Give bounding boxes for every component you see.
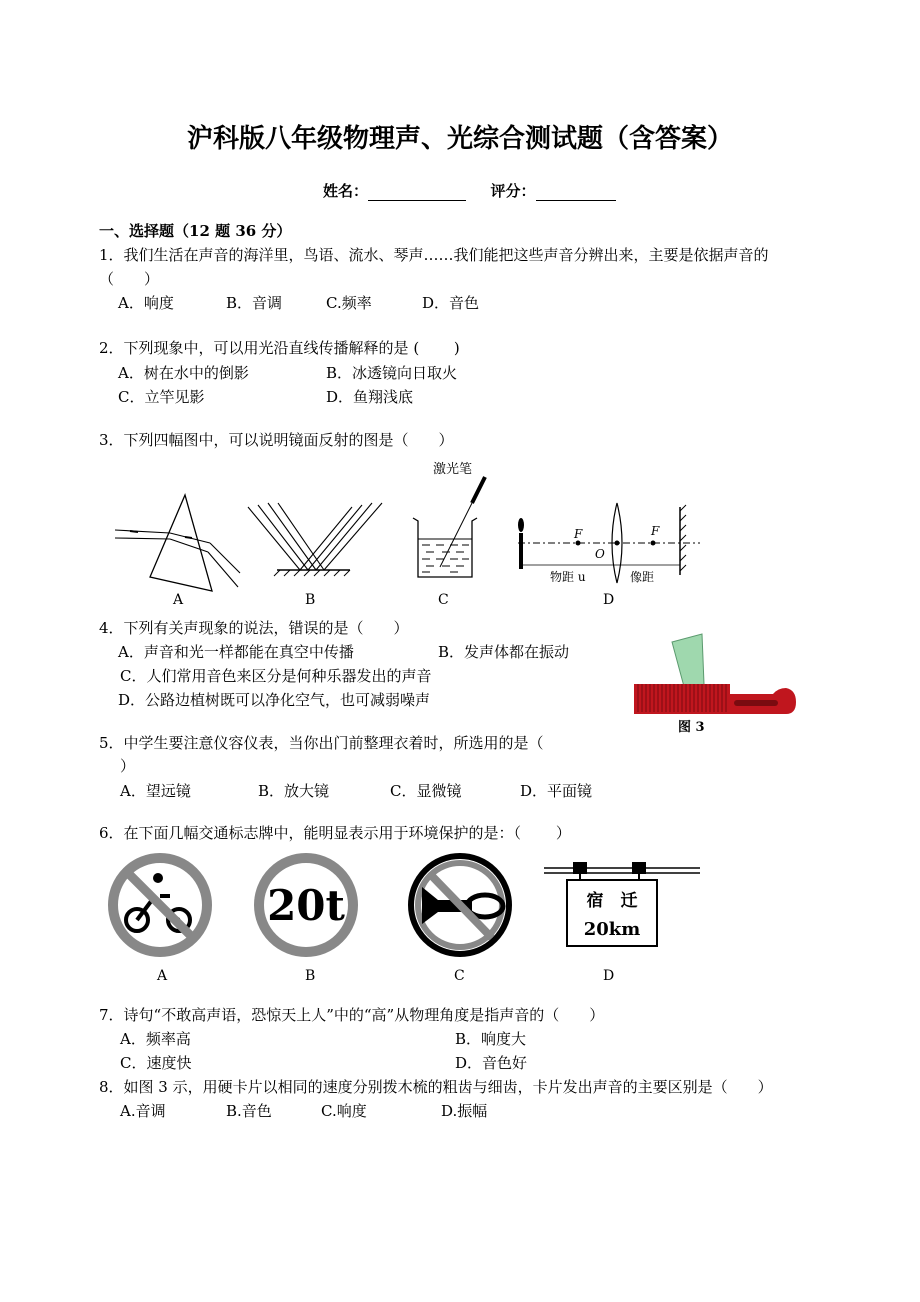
weight-limit-text: 20t <box>267 881 345 930</box>
q6-fig-label-c: C <box>454 968 465 984</box>
q7-option-c[interactable]: C．速度快 <box>120 1054 192 1072</box>
optical-center: O <box>595 547 605 561</box>
q1-option-a[interactable]: A．响度 <box>118 294 174 312</box>
q7-option-d[interactable]: D．音色好 <box>455 1054 528 1072</box>
figure3-caption: 图 3 <box>678 720 705 735</box>
q7-option-b[interactable]: B．响度大 <box>455 1030 527 1048</box>
score-label: 评分： <box>490 182 536 200</box>
q5-option-d[interactable]: D．平面镜 <box>520 782 593 800</box>
q8-option-b[interactable]: B.音色 <box>226 1102 272 1120</box>
mirror-reflection-figure <box>248 503 382 576</box>
name-label: 姓名： <box>323 182 369 200</box>
q6-stem: 6．在下面几幅交通标志牌中，能明显表示用于环境保护的是：（ ） <box>99 824 571 842</box>
q8-option-a[interactable]: A.音调 <box>120 1102 166 1120</box>
q4-stem: 4．下列有关声现象的说法，错误的是（ ） <box>99 619 409 637</box>
q5-option-b[interactable]: B．放大镜 <box>258 782 330 800</box>
focal-point-2: F <box>651 524 660 538</box>
prism-figure <box>115 495 240 591</box>
q1-stem: 1．我们生活在声音的海洋里，鸟语、流水、琴声……我们能把这些声音分辨出来，主要是依据声音的 <box>99 246 769 264</box>
q4-option-b[interactable]: B．发声体都在振动 <box>438 643 570 661</box>
score-blank[interactable] <box>536 182 616 201</box>
comb-figure <box>628 632 800 736</box>
q6-fig-label-d: D <box>603 968 615 984</box>
q8-option-d[interactable]: D.振幅 <box>441 1102 488 1120</box>
q3-stem: 3．下列四幅图中，可以说明镜面反射的图是（ ） <box>99 431 454 449</box>
q5-option-a[interactable]: A．望远镜 <box>120 782 191 800</box>
q4-option-d[interactable]: D．公路边植树既可以净化空气，也可减弱噪声 <box>118 691 431 709</box>
q7-stem: 7．诗句“不敢高声语，恐惊天上人”中的“高”从物理角度是指声音的（ ） <box>99 1006 605 1024</box>
q3-fig-label-a: A <box>173 592 184 608</box>
q7-option-a[interactable]: A．频率高 <box>120 1030 191 1048</box>
object-distance-label: 物距 u <box>550 570 586 584</box>
q3-figures <box>100 455 720 615</box>
q6-fig-label-a: A <box>157 968 168 984</box>
weight-limit-sign <box>259 858 353 952</box>
distance-sign <box>544 862 700 946</box>
q2-option-c[interactable]: C．立竿见影 <box>118 388 205 406</box>
q4-option-c[interactable]: C．人们常用音色来区分是何种乐器发出的声音 <box>120 667 432 685</box>
q8-option-c[interactable]: C.响度 <box>321 1102 367 1120</box>
q1-option-b[interactable]: B．音调 <box>226 294 283 312</box>
q1-option-d[interactable]: D．音色 <box>422 294 480 312</box>
q2-option-b[interactable]: B．冰透镜向日取火 <box>326 364 458 382</box>
q1-option-c[interactable]: C.频率 <box>326 294 372 312</box>
no-bicycle-sign <box>113 858 207 952</box>
lens-figure <box>518 503 700 584</box>
q6-fig-label-b: B <box>305 968 316 984</box>
q1-stem-cont: （ ） <box>99 270 160 288</box>
q5-stem-cont: ） <box>120 757 136 775</box>
q2-option-d[interactable]: D．鱼翔浅底 <box>326 388 414 406</box>
no-horn-sign <box>411 856 509 954</box>
focal-point-1: F <box>574 527 583 541</box>
q4-option-a[interactable]: A．声音和光一样都能在真空中传播 <box>118 643 354 661</box>
image-distance-label: 像距 <box>630 570 655 584</box>
name-score-line <box>323 180 616 201</box>
q5-option-c[interactable]: C．显微镜 <box>390 782 462 800</box>
sign-city-name: 宿 迁 <box>586 891 638 911</box>
q3-fig-label-b: B <box>305 592 316 608</box>
page-title: 沪科版八年级物理声、光综合测试题（含答案） <box>186 124 733 154</box>
sign-distance: 20km <box>583 919 641 940</box>
q5-stem: 5．中学生要注意仪容仪表，当你出门前整理衣着时，所选用的是（ <box>99 734 544 752</box>
section-heading: 一、选择题（12 题 36 分） <box>99 222 292 240</box>
laser-pen-label: 激光笔 <box>433 462 473 477</box>
beaker-laser-figure <box>413 461 485 577</box>
q6-traffic-signs <box>100 852 710 992</box>
q3-fig-label-d: D <box>603 592 615 608</box>
q2-option-a[interactable]: A．树在水中的倒影 <box>118 364 249 382</box>
q3-fig-label-c: C <box>438 592 449 608</box>
name-blank[interactable] <box>368 182 466 201</box>
q8-stem: 8．如图 3 示，用硬卡片以相同的速度分别拨木梳的粗齿与细齿，卡片发出声音的主要区别是（ ） <box>99 1078 773 1096</box>
q2-stem: 2．下列现象中，可以用光沿直线传播解释的是 ( ) <box>99 339 460 357</box>
